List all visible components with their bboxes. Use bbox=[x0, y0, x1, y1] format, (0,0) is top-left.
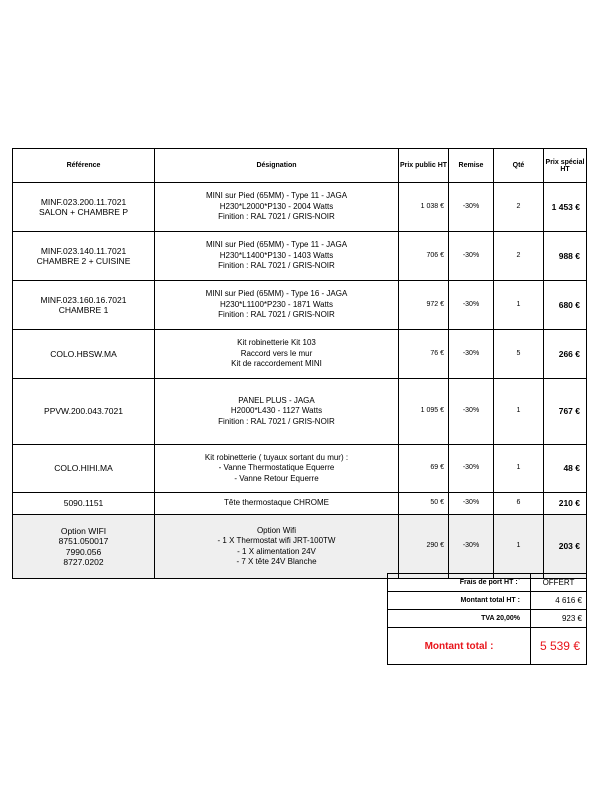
cell-prix-special: 210 € bbox=[544, 493, 587, 515]
reference-line: 7990.056 bbox=[65, 546, 102, 557]
cell-designation bbox=[155, 379, 399, 445]
reference-line: MINF.023.140.11.7021 bbox=[40, 245, 127, 256]
cell-prix-special: 767 € bbox=[544, 379, 587, 445]
cell-reference bbox=[13, 493, 155, 515]
reference-line: MINF.023.160.16.7021 bbox=[40, 294, 127, 305]
designation-line: Tête thermostaque CHROME bbox=[224, 498, 329, 508]
frais-de-port-label: Frais de port HT :` bbox=[388, 574, 531, 592]
cell-reference bbox=[13, 445, 155, 493]
reference-line: MINF.023.200.11.7021 bbox=[40, 196, 127, 207]
reference-line: 5090.1151 bbox=[63, 498, 104, 509]
designation-line: MINI sur Pied (65MM) - Type 16 - JAGA bbox=[205, 289, 348, 299]
cell-qte: 5 bbox=[494, 330, 544, 379]
reference-line: COLO.HIHI.MA bbox=[54, 463, 113, 474]
table-header-row bbox=[13, 149, 587, 183]
cell-prix-special: 48 € bbox=[544, 445, 587, 493]
table-row bbox=[13, 330, 587, 379]
table-row bbox=[13, 183, 587, 232]
cell-designation bbox=[155, 232, 399, 281]
cell-reference bbox=[13, 281, 155, 330]
reference-line: COLO.HBSW.MA bbox=[50, 348, 117, 359]
cell-remise: -30% bbox=[449, 183, 494, 232]
totals-row-tva bbox=[388, 610, 587, 628]
cell-qte: 1 bbox=[494, 445, 544, 493]
cell-prix-public: 50 € bbox=[399, 493, 449, 515]
cell-qte: 1 bbox=[494, 379, 544, 445]
quote-table bbox=[12, 148, 587, 579]
cell-remise: -30% bbox=[449, 379, 494, 445]
cell-prix-public: 290 € bbox=[399, 515, 449, 579]
cell-prix-public: 972 € bbox=[399, 281, 449, 330]
montant-ht-value: 4 616 € bbox=[531, 592, 587, 610]
designation-line: MINI sur Pied (65MM) - Type 11 - JAGA bbox=[205, 240, 348, 250]
cell-reference bbox=[13, 330, 155, 379]
header-qte: Qté bbox=[494, 149, 544, 183]
cell-designation bbox=[155, 183, 399, 232]
designation-line: Kit robinetterie Kit 103 bbox=[237, 338, 316, 348]
cell-reference bbox=[13, 379, 155, 445]
header-prix-public: Prix public HT bbox=[399, 149, 449, 183]
designation-line: - Vanne Thermostatique Equerre bbox=[218, 463, 335, 473]
header-prix-special-line2: HT bbox=[560, 165, 570, 173]
reference-line: CHAMBRE 2 + CUISINE bbox=[36, 256, 131, 266]
reference-line: SALON + CHAMBRE P bbox=[38, 207, 129, 217]
reference-line: PPVW.200.043.7021 bbox=[44, 406, 123, 417]
cell-prix-special: 203 € bbox=[544, 515, 587, 579]
cell-remise: -30% bbox=[449, 515, 494, 579]
reference-line: Option WIFI bbox=[60, 525, 107, 536]
reference-line: 8727.0202 bbox=[63, 557, 104, 567]
designation-line: H230*L1100*P230 - 1871 Watts bbox=[220, 299, 333, 309]
reference-line: CHAMBRE 1 bbox=[58, 305, 109, 315]
cell-prix-public: 1 095 € bbox=[399, 379, 449, 445]
designation-line: - 7 X tête 24V Blanche bbox=[236, 557, 317, 566]
designation-line: - 1 X Thermostat wifi JRT-100TW bbox=[217, 536, 336, 545]
cell-reference bbox=[13, 515, 155, 579]
totals-table bbox=[387, 573, 587, 665]
cell-designation bbox=[155, 493, 399, 515]
designation-line: - 1 X alimentation 24V bbox=[237, 546, 316, 556]
cell-qte: 2 bbox=[494, 183, 544, 232]
table-row bbox=[13, 493, 587, 515]
tva-value: 923 € bbox=[531, 610, 587, 628]
designation-line: Finition : RAL 7021 / GRIS-NOIR bbox=[218, 261, 335, 271]
cell-reference bbox=[13, 183, 155, 232]
table-row bbox=[13, 445, 587, 493]
cell-prix-special: 1 453 € bbox=[544, 183, 587, 232]
cell-qte: 2 bbox=[494, 232, 544, 281]
cell-remise: -30% bbox=[449, 281, 494, 330]
header-designation: Désignation bbox=[155, 149, 399, 183]
designation-line: Finition : RAL 7021 / GRIS-NOIR bbox=[218, 212, 335, 222]
table-row bbox=[13, 515, 587, 579]
cell-reference bbox=[13, 232, 155, 281]
table-row bbox=[13, 379, 587, 445]
cell-prix-public: 1 038 € bbox=[399, 183, 449, 232]
cell-qte: 1 bbox=[494, 281, 544, 330]
cell-prix-special: 988 € bbox=[544, 232, 587, 281]
totals-row-montant-ht bbox=[388, 592, 587, 610]
header-prix-special-line1: Prix spécial bbox=[545, 158, 585, 166]
cell-designation bbox=[155, 281, 399, 330]
designation-line: H2000*L430 - 1127 Watts bbox=[230, 406, 323, 416]
cell-remise: -30% bbox=[449, 232, 494, 281]
cell-prix-public: 76 € bbox=[399, 330, 449, 379]
totals-row-grand-total bbox=[388, 628, 587, 665]
cell-remise: -30% bbox=[449, 445, 494, 493]
header-remise: Remise bbox=[449, 149, 494, 183]
designation-line: Finition : RAL 7021 / GRIS-NOIR bbox=[218, 310, 335, 320]
designation-line: H230*L1400*P130 - 1403 Watts bbox=[219, 250, 334, 260]
cell-prix-public: 706 € bbox=[399, 232, 449, 281]
designation-line: Finition : RAL 7021 / GRIS-NOIR bbox=[218, 416, 335, 426]
table-row bbox=[13, 232, 587, 281]
cell-designation bbox=[155, 330, 399, 379]
designation-line: Kit de raccordement MINI bbox=[231, 359, 322, 369]
totals-row-frais bbox=[388, 574, 587, 592]
tva-label: TVA 20,00% bbox=[388, 610, 531, 628]
designation-line: H230*L2000*P130 - 2004 Watts bbox=[219, 201, 334, 211]
cell-qte: 6 bbox=[494, 493, 544, 515]
cell-qte: 1 bbox=[494, 515, 544, 579]
designation-line: Option Wifi bbox=[256, 525, 297, 535]
cell-remise: -30% bbox=[449, 493, 494, 515]
designation-line: Raccord vers le mur bbox=[240, 348, 313, 358]
cell-prix-special: 266 € bbox=[544, 330, 587, 379]
designation-line: - Vanne Retour Equerre bbox=[234, 473, 319, 483]
designation-line: PANEL PLUS - JAGA bbox=[238, 395, 315, 405]
reference-line: 8751.050017 bbox=[58, 536, 109, 546]
cell-prix-special: 680 € bbox=[544, 281, 587, 330]
cell-remise: -30% bbox=[449, 330, 494, 379]
header-reference: Référence bbox=[13, 149, 155, 183]
montant-total-value: 5 539 € bbox=[531, 628, 587, 665]
cell-designation bbox=[155, 445, 399, 493]
frais-de-port-value: OFFERT bbox=[531, 574, 587, 592]
designation-line: MINI sur Pied (65MM) - Type 11 - JAGA bbox=[205, 191, 348, 201]
cell-designation bbox=[155, 515, 399, 579]
table-row bbox=[13, 281, 587, 330]
designation-line: Kit robinetterie ( tuyaux sortant du mur) : bbox=[204, 452, 349, 462]
header-prix-special bbox=[544, 149, 587, 183]
cell-prix-public: 69 € bbox=[399, 445, 449, 493]
montant-ht-label: Montant total HT : bbox=[388, 592, 531, 610]
montant-total-label: Montant total : bbox=[388, 628, 531, 665]
